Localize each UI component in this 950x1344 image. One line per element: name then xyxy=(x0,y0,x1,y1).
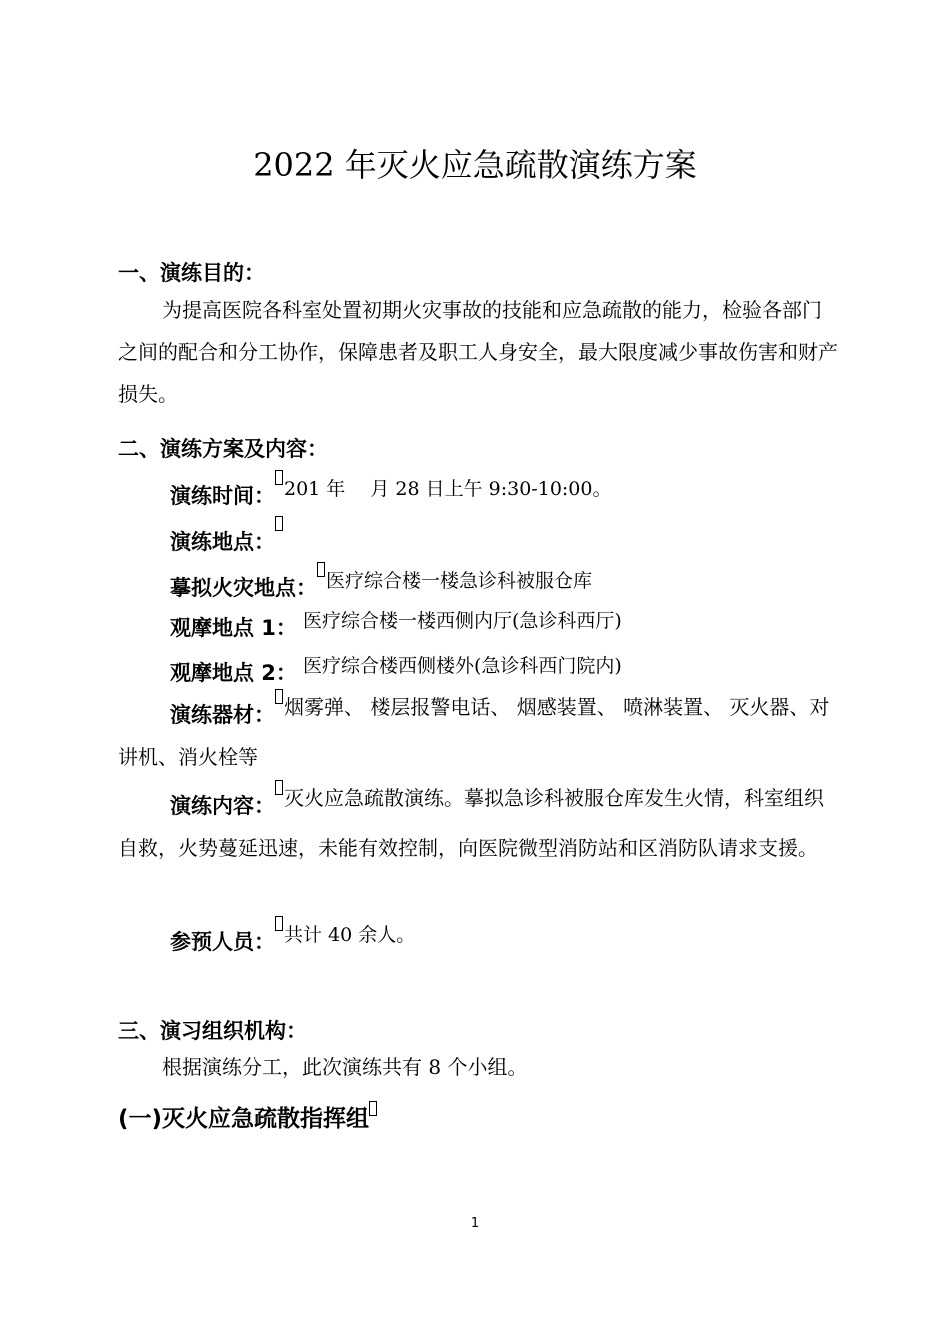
missing-glyph-icon xyxy=(369,1101,377,1116)
missing-glyph-icon xyxy=(275,916,283,931)
drill-time-label: 演练时间： xyxy=(170,484,275,508)
missing-glyph-icon xyxy=(317,562,325,577)
section-1-heading: 一、演练目的： xyxy=(118,261,265,285)
page-number: 1 xyxy=(470,1216,480,1231)
simulated-fire-location-value: 医疗综合楼一楼急诊科被服仓库 xyxy=(326,570,593,592)
section-3-paragraph: 根据演练分工，此次演练共有 8 个小组。 xyxy=(162,1055,528,1079)
observation-point-2-value: 医疗综合楼西侧楼外(急诊科西门院内) xyxy=(302,655,622,677)
document-title: 2022 年灭火应急疏散演练方案 xyxy=(253,146,697,184)
observation-point-2-row xyxy=(170,651,622,687)
section-1-paragraph: 为提高医院各科室处置初期火灾事故的技能和应急疏散的能力，检验各部门之间的配合和分工协作，保障患者及职工人身安全，最大限度减少事故伤害和财产损失。 xyxy=(118,298,838,406)
equipment-row xyxy=(118,686,840,778)
simulated-fire-location-row xyxy=(170,562,592,602)
observation-point-2-label: 观摩地点 2： xyxy=(170,661,297,685)
participants-label: 参预人员： xyxy=(170,930,275,954)
participants-row xyxy=(170,916,415,956)
equipment-label: 演练器材： xyxy=(170,703,275,727)
drill-content-row xyxy=(118,777,840,869)
drill-location-label: 演练地点： xyxy=(170,530,275,554)
missing-glyph-icon xyxy=(275,516,283,531)
missing-glyph-icon xyxy=(275,780,283,795)
participants-value: 共计 40 余人。 xyxy=(284,924,416,946)
observation-point-1-value: 医疗综合楼一楼西侧内厅(急诊科西厅) xyxy=(302,610,622,632)
section-2-heading: 二、演练方案及内容： xyxy=(118,437,328,461)
missing-glyph-icon xyxy=(275,689,283,704)
drill-content-label: 演练内容： xyxy=(170,794,275,818)
observation-point-1-label: 观摩地点 1： xyxy=(170,616,297,640)
observation-point-1-row xyxy=(170,606,622,642)
section-3-subheading xyxy=(118,1100,378,1133)
group-1-title: (一)灭火应急疏散指挥组 xyxy=(118,1106,370,1132)
missing-glyph-icon xyxy=(275,470,283,485)
drill-location-row xyxy=(170,516,284,556)
simulated-fire-location-label: 摹拟火灾地点： xyxy=(170,576,317,600)
drill-time-value: 201 年 月 28 日上午 9:30-10:00。 xyxy=(284,478,612,500)
drill-content-value: 灭火应急疏散演练。摹拟急诊科被服仓库发生火情，科室组织自救，火势蔓延迅速，未能有效控制，向医院微型消防站和区消防队请求支援。 xyxy=(118,786,824,860)
section-3-heading: 三、演习组织机构： xyxy=(118,1019,307,1043)
drill-time-row xyxy=(170,470,611,510)
equipment-value: 烟雾弹、 楼层报警电话、 烟感装置、 喷淋装置、 灭火器、对讲机、消火栓等 xyxy=(118,695,830,769)
